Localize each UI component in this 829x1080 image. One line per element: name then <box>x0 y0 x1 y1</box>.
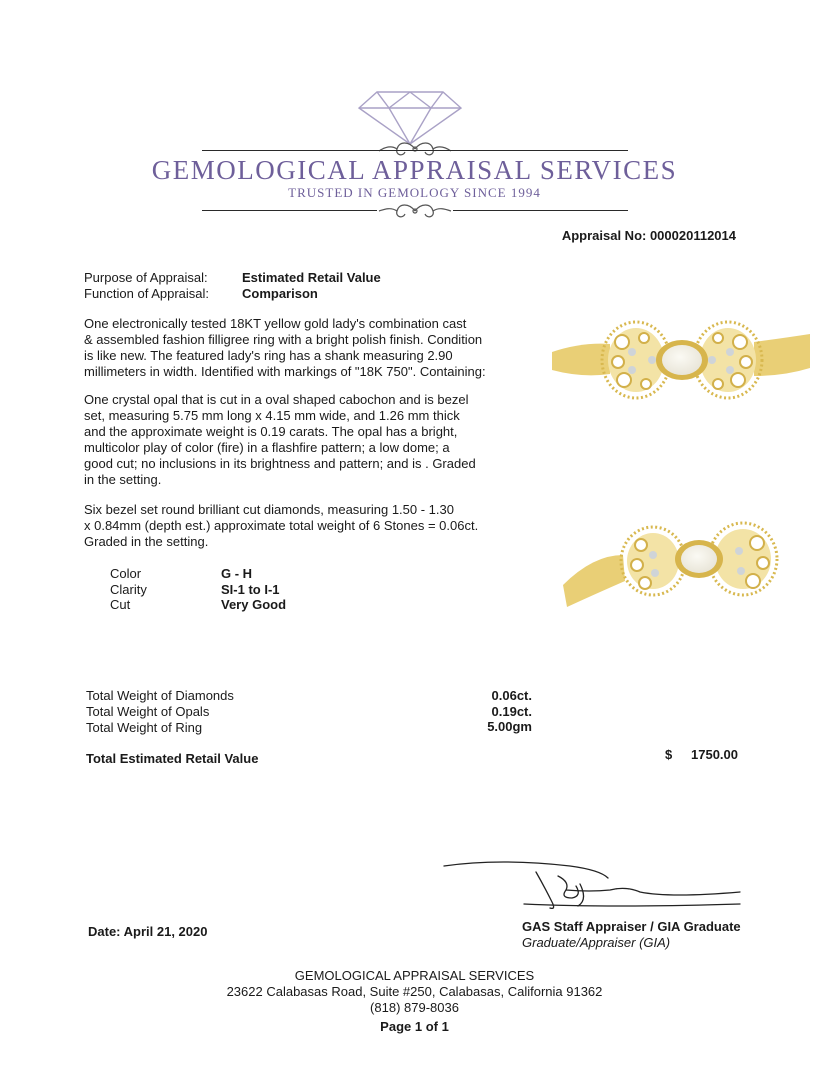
description-line: Six bezel set round brilliant cut diamonds, measuring 1.50 - 1.30 <box>84 502 454 517</box>
footer-phone: (818) 879-8036 <box>370 1000 459 1015</box>
spec-label-cut: Cut <box>110 597 131 612</box>
description-line: good cut; no inclusions in its brightness and pattern; and is . Graded <box>84 456 476 471</box>
diamond-logo-icon <box>355 88 465 146</box>
spec-label-clarity: Clarity <box>110 582 147 597</box>
company-name: GEMOLOGICAL APPRAISAL SERVICES <box>151 155 678 185</box>
page-number: Page 1 of 1 <box>380 1019 449 1034</box>
bottom-flourish-icon <box>377 202 453 220</box>
logo-bottom-rule-right <box>453 210 628 211</box>
total-diamonds-value: 0.06ct. <box>491 688 532 703</box>
function-value: Comparison <box>242 286 318 301</box>
description-line: and the approximate weight is 0.19 carats. The opal has a bright, <box>84 424 458 439</box>
total-ring-value: 5.00gm <box>487 719 532 734</box>
purpose-value: Estimated Retail Value <box>242 270 381 285</box>
description-line: & assembled fashion filligree ring with a bright polish finish. Condition <box>84 332 483 347</box>
description-line: is like new. The featured lady's ring has a shank measuring 2.90 <box>84 348 453 363</box>
description-line: One electronically tested 18KT yellow gold lady's combination cast <box>84 316 467 331</box>
total-opals-label: Total Weight of Opals <box>86 704 210 719</box>
retail-value-label: Total Estimated Retail Value <box>86 751 259 766</box>
footer-company: GEMOLOGICAL APPRAISAL SERVICES <box>294 968 535 983</box>
date-text: Date: April 21, 2020 <box>88 924 208 939</box>
appraiser-subtitle: Graduate/Appraiser (GIA) <box>522 935 671 950</box>
ring-angle-view-image <box>563 515 813 611</box>
appraiser-signature-image <box>440 856 750 916</box>
description-line: x 0.84mm (depth est.) approximate total weight of 6 Stones = 0.06ct. <box>84 518 479 533</box>
spec-value-color: G - H <box>221 566 253 581</box>
diamond-description-paragraph <box>84 502 514 550</box>
spec-label-color: Color <box>110 566 142 581</box>
description-line: Graded in the setting. <box>84 534 209 549</box>
spec-value-cut: Very Good <box>221 597 287 612</box>
appraiser-title: GAS Staff Appraiser / GIA Graduate <box>522 919 741 934</box>
function-label: Function of Appraisal: <box>84 286 210 301</box>
spec-value-clarity: SI-1 to I-1 <box>221 582 280 597</box>
logo-top-rule <box>202 150 628 151</box>
total-diamonds-label: Total Weight of Diamonds <box>86 688 234 703</box>
opal-description-paragraph <box>84 392 514 488</box>
description-line: set, measuring 5.75 mm long x 4.15 mm wide, and 1.26 mm thick <box>84 408 460 423</box>
purpose-label: Purpose of Appraisal: <box>84 270 208 285</box>
description-line: One crystal opal that is cut in a oval shaped cabochon and is bezel <box>84 392 469 407</box>
retail-currency: $ <box>665 747 673 762</box>
company-tagline: TRUSTED IN GEMOLOGY SINCE 1994 <box>288 185 541 200</box>
retail-amount: 1750.00 <box>691 747 738 762</box>
logo-bottom-rule-left <box>202 210 377 211</box>
description-line: in the setting. <box>84 472 162 487</box>
description-line: multicolor play of color (fire) in a flashfire pattern; a low dome; a <box>84 440 450 455</box>
footer-address: 23622 Calabasas Road, Suite #250, Calabasas, California 91362 <box>226 984 603 999</box>
ring-description-paragraph <box>84 316 514 380</box>
total-opals-value: 0.19ct. <box>491 704 532 719</box>
appraisal-number: Appraisal No: 000020112014 <box>561 228 736 243</box>
description-line: millimeters in width. Identified with markings of "18K 750". Containing: <box>84 364 486 379</box>
ring-top-view-image <box>552 312 812 408</box>
total-ring-label: Total Weight of Ring <box>86 720 203 735</box>
